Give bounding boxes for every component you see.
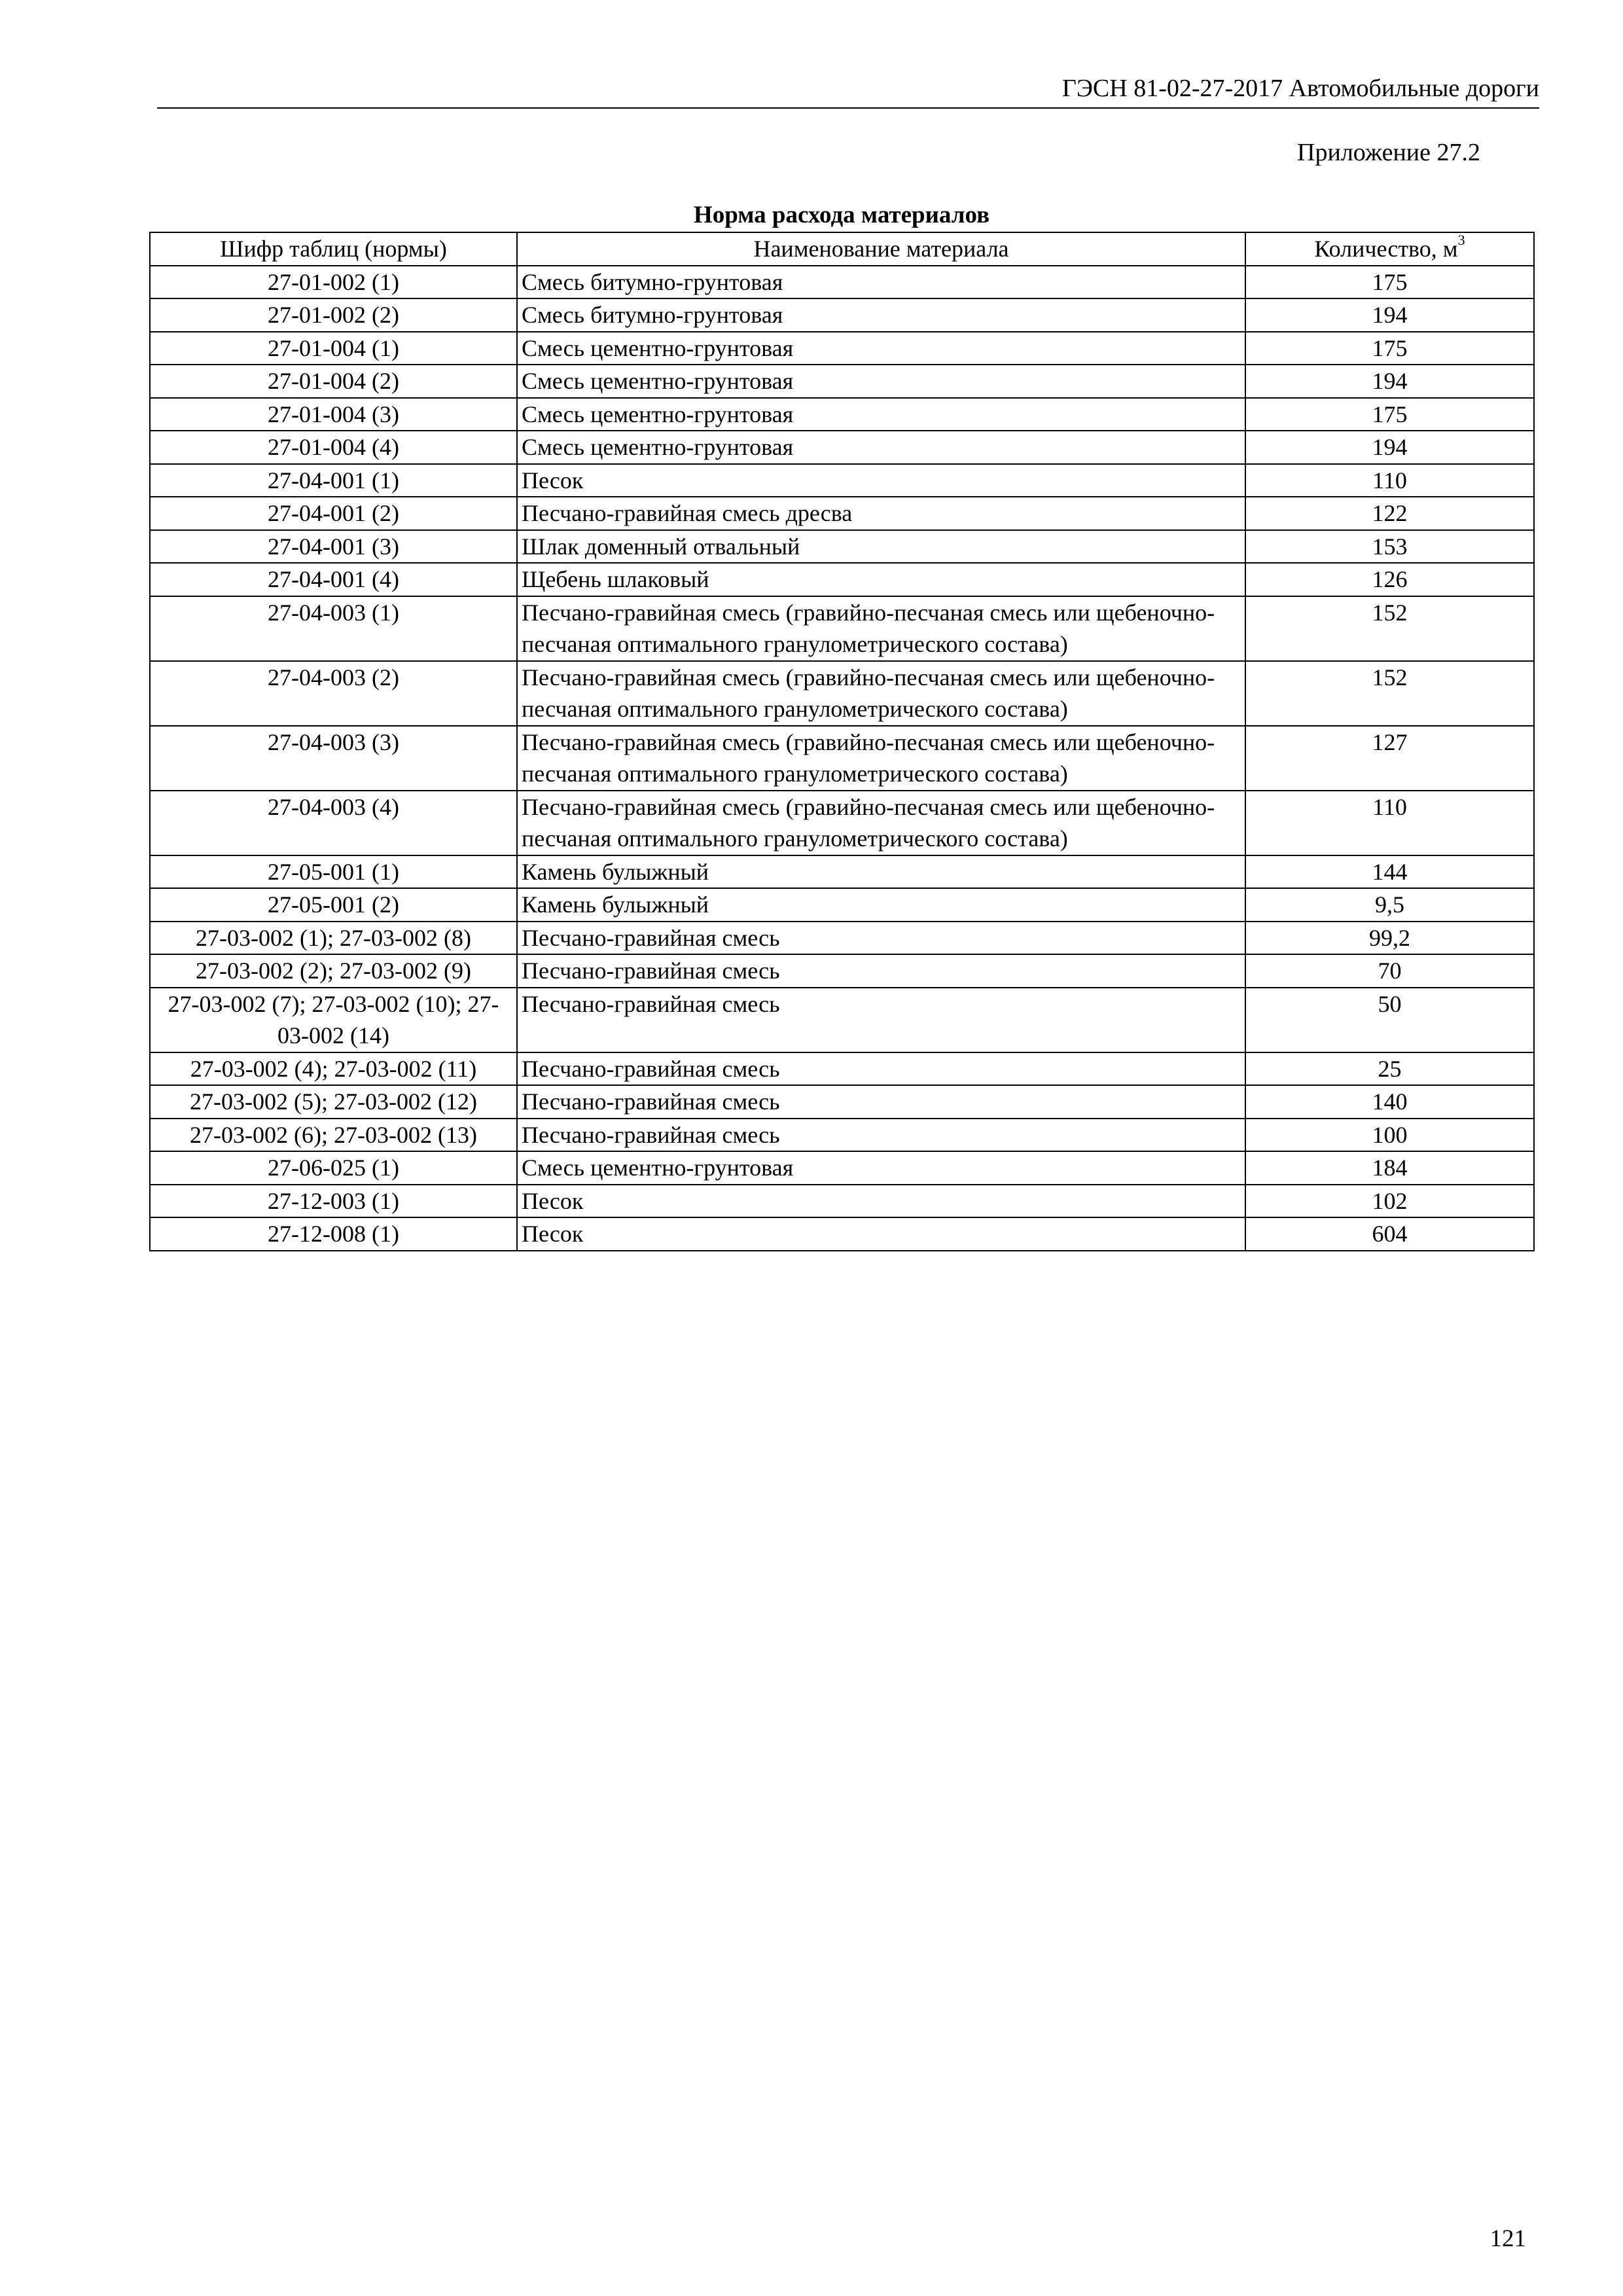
cell-quantity: 175 [1245,266,1534,299]
table-row [150,596,1534,661]
cell-quantity: 110 [1245,791,1534,855]
cell-material-name: Песчано-гравийная смесь [517,1052,1245,1086]
cell-material-name: Песчано-гравийная смесь дресва [517,497,1245,530]
cell-code: 27-04-001 (2) [150,497,517,530]
table-row [150,398,1534,431]
cell-quantity: 25 [1245,1052,1534,1086]
cell-code: 27-01-004 (2) [150,365,517,398]
table-row [150,1185,1534,1218]
cell-code: 27-04-003 (3) [150,726,517,791]
cell-quantity: 102 [1245,1185,1534,1218]
table-title: Норма расхода материалов [693,202,990,228]
cell-material-name: Смесь цементно-грунтовая [517,365,1245,398]
cell-quantity: 152 [1245,661,1534,726]
quantity-header-superscript: 3 [1457,232,1465,248]
table-row [150,497,1534,530]
table-row [150,922,1534,955]
cell-material-name: Песчано-гравийная смесь [517,1085,1245,1119]
table-row [150,431,1534,464]
cell-quantity: 144 [1245,855,1534,889]
cell-material-name: Песчано-гравийная смесь [517,954,1245,988]
cell-code: 27-01-004 (1) [150,332,517,365]
cell-code: 27-01-002 (1) [150,266,517,299]
quantity-header-label: Количество, м [1314,236,1458,262]
table-row [150,464,1534,497]
running-header: ГЭСН 81-02-27-2017 Автомобильные дороги [157,73,1539,109]
cell-quantity: 604 [1245,1217,1534,1251]
cell-code: 27-05-001 (2) [150,888,517,922]
cell-material-name: Шлак доменный отвальный [517,530,1245,564]
table-body [150,266,1534,1251]
cell-code: 27-01-002 (2) [150,298,517,332]
cell-quantity: 152 [1245,596,1534,661]
table-row [150,888,1534,922]
cell-quantity: 122 [1245,497,1534,530]
appendix-label: Приложение 27.2 [1297,139,1480,166]
table-row [150,1119,1534,1152]
cell-material-name: Песок [517,464,1245,497]
cell-quantity: 127 [1245,726,1534,791]
table-row [150,332,1534,365]
cell-material-name: Смесь цементно-грунтовая [517,431,1245,464]
cell-quantity: 70 [1245,954,1534,988]
cell-code: 27-04-001 (4) [150,563,517,596]
cell-code: 27-04-003 (4) [150,791,517,855]
cell-material-name: Смесь цементно-грунтовая [517,1151,1245,1185]
cell-code: 27-03-002 (4); 27-03-002 (11) [150,1052,517,1086]
table-row [150,855,1534,889]
table-row [150,298,1534,332]
table-row [150,988,1534,1052]
cell-quantity: 194 [1245,431,1534,464]
cell-code: 27-04-001 (1) [150,464,517,497]
cell-material-name: Камень булыжный [517,855,1245,889]
table-header [150,232,1534,266]
table-row [150,1052,1534,1086]
cell-code: 27-03-002 (5); 27-03-002 (12) [150,1085,517,1119]
cell-quantity: 175 [1245,332,1534,365]
table-row [150,726,1534,791]
table-row [150,954,1534,988]
table-row [150,1085,1534,1119]
cell-material-name: Песок [517,1217,1245,1251]
table-header-row [150,232,1534,266]
cell-code: 27-12-003 (1) [150,1185,517,1218]
cell-quantity: 194 [1245,298,1534,332]
cell-material-name: Смесь цементно-грунтовая [517,398,1245,431]
table-row [150,1217,1534,1251]
table-row [150,266,1534,299]
cell-quantity: 110 [1245,464,1534,497]
cell-material-name: Песчано-гравийная смесь [517,1119,1245,1152]
cell-code: 27-06-025 (1) [150,1151,517,1185]
cell-code: 27-04-003 (2) [150,661,517,726]
cell-quantity: 99,2 [1245,922,1534,955]
table-row [150,661,1534,726]
cell-code: 27-03-002 (6); 27-03-002 (13) [150,1119,517,1152]
table-row [150,1151,1534,1185]
cell-code: 27-03-002 (7); 27-03-002 (10); 27-03-002 (14) [150,988,517,1052]
cell-material-name: Песчано-гравийная смесь [517,988,1245,1052]
cell-code: 27-12-008 (1) [150,1217,517,1251]
cell-material-name: Песчано-гравийная смесь (гравийно-песчаная смесь или щебеночно-песчаная оптимального гранулометрического состава) [517,661,1245,726]
cell-material-name: Песчано-гравийная смесь [517,922,1245,955]
cell-quantity: 184 [1245,1151,1534,1185]
table-row [150,530,1534,564]
cell-code: 27-03-002 (2); 27-03-002 (9) [150,954,517,988]
cell-quantity: 9,5 [1245,888,1534,922]
cell-material-name: Смесь цементно-грунтовая [517,332,1245,365]
table-row [150,365,1534,398]
cell-material-name: Щебень шлаковый [517,563,1245,596]
cell-material-name: Песчано-гравийная смесь (гравийно-песчаная смесь или щебеночно-песчаная оптимального гранулометрического состава) [517,791,1245,855]
cell-quantity: 100 [1245,1119,1534,1152]
cell-code: 27-04-003 (1) [150,596,517,661]
cell-material-name: Песчано-гравийная смесь (гравийно-песчаная смесь или щебеночно-песчаная оптимального гранулометрического состава) [517,596,1245,661]
cell-material-name: Смесь битумно-грунтовая [517,298,1245,332]
cell-quantity: 140 [1245,1085,1534,1119]
cell-code: 27-03-002 (1); 27-03-002 (8) [150,922,517,955]
cell-material-name: Песчано-гравийная смесь (гравийно-песчаная смесь или щебеночно-песчаная оптимального гранулометрического состава) [517,726,1245,791]
column-header-quantity [1245,232,1534,266]
cell-quantity: 175 [1245,398,1534,431]
cell-code: 27-05-001 (1) [150,855,517,889]
cell-material-name: Песок [517,1185,1245,1218]
cell-code: 27-01-004 (3) [150,398,517,431]
column-header-code: Шифр таблиц (нормы) [150,232,517,266]
cell-quantity: 153 [1245,530,1534,564]
table-row [150,791,1534,855]
column-header-name: Наименование материала [517,232,1245,266]
page-number: 121 [1489,2225,1526,2252]
cell-quantity: 126 [1245,563,1534,596]
cell-quantity: 194 [1245,365,1534,398]
table-row [150,563,1534,596]
materials-norm-table [149,232,1535,1251]
cell-quantity: 50 [1245,988,1534,1052]
cell-material-name: Камень булыжный [517,888,1245,922]
cell-material-name: Смесь битумно-грунтовая [517,266,1245,299]
cell-code: 27-04-001 (3) [150,530,517,564]
cell-code: 27-01-004 (4) [150,431,517,464]
